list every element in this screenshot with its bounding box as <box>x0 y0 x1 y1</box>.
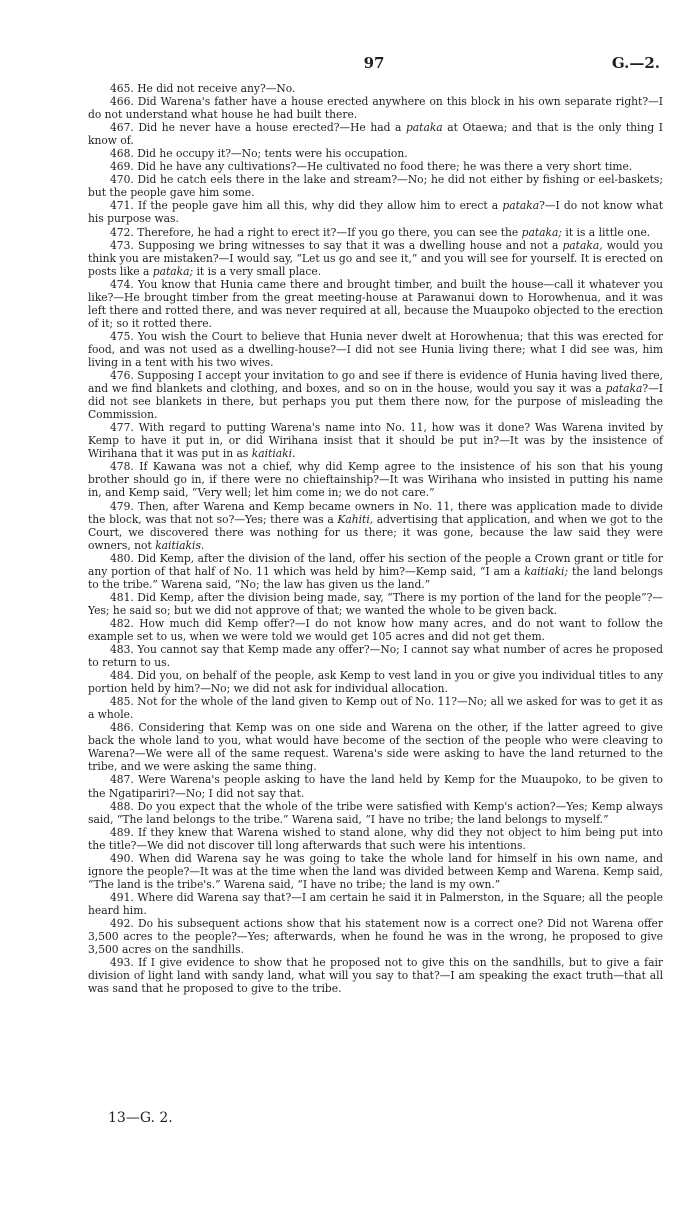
testimony-paragraph <box>88 617 663 643</box>
text-run: 481. Did Kemp, after the division being made, say, “There is my portion of the land for the people”?—Yes; he said so; but we did not approve of that; we wanted the whole to be given back. <box>88 590 663 617</box>
text-run: 484. Did you, on behalf of the people, ask Kemp to vest land in you or give you individual titles to any portion held by him?—No; we did not ask for individual allocation. <box>88 669 663 696</box>
testimony-paragraph <box>88 421 663 460</box>
text-run: 487. Were Warena's people asking to have the land held by Kemp for the Muaupoko, to be given to the Ngatipariri?—No; I did not say that. <box>88 773 663 800</box>
testimony-paragraph <box>88 500 663 552</box>
text-run: 485. Not for the whole of the land given to Kemp out of No. 11?—No; all we asked for was to get it as a whole. <box>88 695 663 722</box>
text-run: 492. Do his subsequent actions show that his statement now is a correct one? Did not Warena offer 3,500 acres to the people?—Yes; afterwards, when he found he was in the wrong, he proposed to give 3,500 acres on the sandhills. <box>88 917 663 957</box>
text-run: at Otaewa; and that is the only thing I know of. <box>88 121 663 148</box>
text-run: advertising that application, and when we got to the Court, we discovered there was nothing for us there; it was gone, because the law said they were owners, not <box>88 512 664 552</box>
testimony-paragraph <box>88 721 663 773</box>
text-run: 465. He did not receive any?—No. <box>110 82 296 95</box>
testimony-paragraph <box>88 330 663 369</box>
testimony-paragraph <box>88 669 663 695</box>
italic-term: pataka <box>405 121 443 135</box>
testimony-paragraph <box>88 695 663 721</box>
testimony-paragraph <box>88 226 663 239</box>
page-number: 97 <box>363 54 385 72</box>
testimony-paragraph <box>88 552 663 591</box>
text-run: 475. You wish the Court to believe that Hunia never dwelt at Horowhenua; that this was erected for food, and was not used as a dwelling-house?—I did not see Hunia living there; what I did see was, him living in a tent with his two wives. <box>88 329 663 369</box>
text-run: 489. If they knew that Warena wished to stand alone, why did they not object to him being put into the title?—We did not discover till long afterwards that such were his intentions. <box>88 825 663 852</box>
testimony-paragraph <box>88 891 663 917</box>
text-run: ?—I do not know what his purpose was. <box>88 199 663 226</box>
text-run: 482. How much did Kemp offer?—I do not know how many acres, and do not want to follow the example set to us, when we were told we would get 105 acres and did not get them. <box>88 616 663 643</box>
testimony-paragraph <box>88 826 663 852</box>
text-run: 467. Did he never have a house erected?—He had a <box>110 121 406 135</box>
text-run: 480. Did Kemp, after the division of the land, offer his section of the people a Crown grant or title for any portion of that half of No. 11 which was held by him?—Kemp said, “I am a <box>88 551 663 578</box>
testimony-paragraph <box>88 852 663 891</box>
testimony-paragraph <box>88 95 663 121</box>
text-run: 473. Supposing we bring witnesses to say that it was a dwelling house and not a <box>110 238 563 252</box>
text-run: 477. With regard to putting Warena's name into No. 11, how was it done? Was Warena invited by Kemp to have it put in, or did Wirihana insist that it should be put in?—It was by the insistence of Wirihana that it was put in as <box>88 421 663 461</box>
text-run: 474. You know that Hunia came there and brought timber, and built the house—call it whatever you like?—He brought timber from the great meeting-house at Parawanui down to Horowhenua, and it was left there and rotted there, and was never required at all, because the Muaupoko objected to the erection of it; so it rotted there. <box>88 277 663 330</box>
testimony-paragraph <box>88 278 663 330</box>
text-run: 493. If I give evidence to show that he proposed not to give this on the sandhills, but to give a fair division of light land with sandy land, what will you say to that?—I am speaking the exact truth—that all was sand that he proposed to give to the tribe. <box>88 956 663 996</box>
text-run: would you think you are mistaken?—I would say, “Let us go and see it,” and you will see for yourself. It is erected on posts like a <box>88 238 663 278</box>
testimony-paragraph <box>88 82 663 95</box>
text-run: 471. If the people gave him all this, why did they allow him to erect a <box>110 199 503 213</box>
testimony-paragraph <box>88 591 663 617</box>
text-run: 470. Did he catch eels there in the lake and stream?—No; he did not either by fishing or eel-baskets; but the people gave him some. <box>88 173 663 200</box>
testimony-paragraph <box>88 147 663 160</box>
text-run: 476. Supposing I accept your invitation to go and see if there is evidence of Hunia having lived there, and we find blankets and clothing, and boxes, and so on in the house, would you say it was a <box>88 369 663 396</box>
testimony-paragraph <box>88 917 663 956</box>
testimony-paragraph <box>88 121 663 147</box>
italic-term: kaitiaki. <box>251 447 296 461</box>
testimony-paragraph <box>88 956 663 995</box>
document-reference: G.—2. <box>611 54 660 72</box>
testimony-paragraph <box>88 173 663 199</box>
italic-term: pataka; <box>521 225 562 239</box>
testimony-paragraph <box>88 369 663 421</box>
italic-term: kaitiaki; <box>524 564 569 578</box>
testimony-paragraph <box>88 643 663 669</box>
text-run: the land belongs to the tribe.” Warena said, “No; the law has given us the land.” <box>88 564 663 591</box>
italic-term: kaitiakis. <box>155 538 205 552</box>
testimony-paragraph <box>88 800 663 826</box>
text-run: 483. You cannot say that Kemp made any offer?—No; I cannot say what number of acres he proposed to return to us. <box>88 643 663 670</box>
text-run: ?—I did not see blankets in there, but perhaps you put them there now, for the purpose of misleading the Commission. <box>88 382 663 422</box>
testimony-paragraph <box>88 773 663 799</box>
text-run: 479. Then, after Warena and Kemp became owners in No. 11, there was application made to divide the block, was that not so?—Yes; there was a <box>88 499 663 526</box>
text-run: 491. Where did Warena say that?—I am certain he said it in Palmerston, in the Square; all the people heard him. <box>88 890 663 917</box>
text-run: 490. When did Warena say he was going to take the whole land for himself in his own name, and ignore the people?—It was at the time when the land was divided between Kemp and Warena. Kemp said, “The land is the tribe's.” Warena said, “I have no tribe; the land is my own.” <box>88 851 663 891</box>
text-run: 486. Considering that Kemp was on one side and Warena on the other, if the latter agreed to give back the whole land to you, what would have become of the section of the people who were cleaving to Warena?—We were all of the same request. Warena's side were asking to have the land returned to the tribe, and we were asking the same thing. <box>88 721 663 774</box>
document-body <box>88 82 663 995</box>
text-run: it is a little one. <box>562 225 651 239</box>
testimony-paragraph <box>88 460 663 499</box>
printer-signature: 13—G. 2. <box>108 1110 173 1126</box>
italic-term: pataka; <box>152 264 194 278</box>
text-run: 468. Did he occupy it?—No; tents were his occupation. <box>110 147 408 161</box>
testimony-paragraph <box>88 199 663 225</box>
text-run: 478. If Kawana was not a chief, why did Kemp agree to the insistence of his son that his young brother should go in, if there were no chieftainship?—It was Wirihana who insisted in putting his name in, and Kemp said, “Very well; let him come in; we do not care.” <box>88 460 663 500</box>
testimony-paragraph <box>88 160 663 173</box>
testimony-paragraph <box>88 239 663 278</box>
text-run: 466. Did Warena's father have a house erected anywhere on this block in his own separate right?—I do not understand what house he had built there. <box>88 95 663 122</box>
text-run: 488. Do you expect that the whole of the tribe were satisfied with Kemp's action?—Yes; Kemp always said, “The land belongs to the tribe.” Warena said, “I have no tribe; the land belongs to myself.” <box>88 799 663 826</box>
text-run: 469. Did he have any cultivations?—He cultivated no food there; he was there a very short time. <box>110 160 633 174</box>
italic-term: Kahiti, <box>337 512 374 526</box>
text-run: 472. Therefore, he had a right to erect it?—If you go there, you can see the <box>110 225 522 239</box>
italic-term: pataka <box>502 199 540 213</box>
italic-term: pataka, <box>562 238 603 252</box>
italic-term: pataka <box>605 382 643 396</box>
page-header <box>88 54 660 74</box>
text-run: it is a very small place. <box>193 264 322 278</box>
